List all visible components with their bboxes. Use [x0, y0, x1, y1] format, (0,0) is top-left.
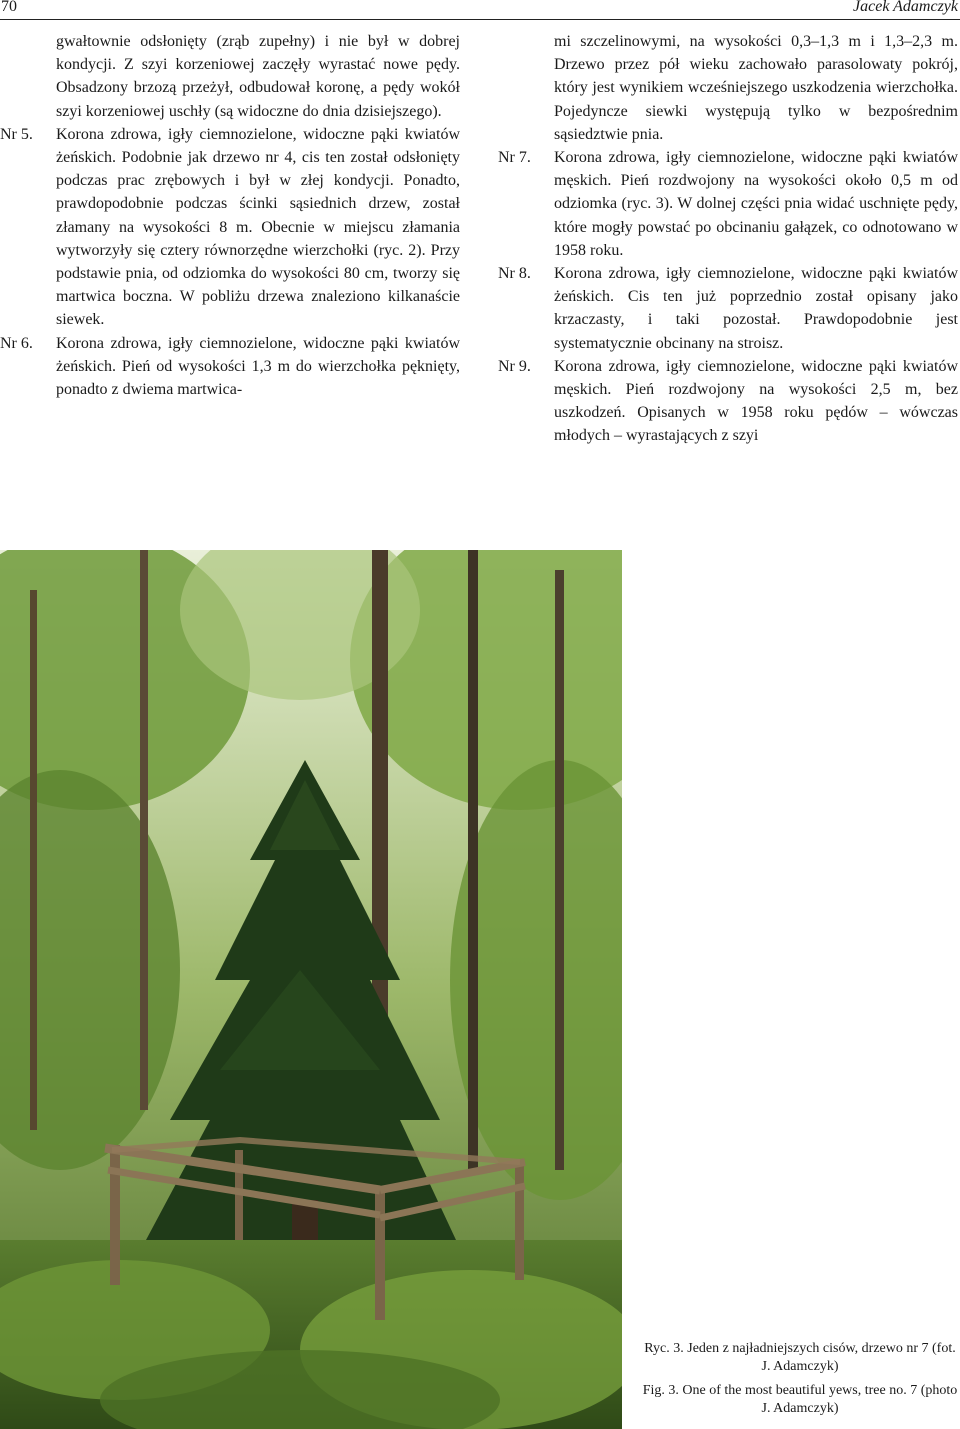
tree-entry-5 — [0, 123, 460, 332]
tree-entry-label: Nr 6. — [0, 334, 33, 352]
page-header — [0, 0, 960, 20]
running-head-author: Jacek Adamczyk — [853, 0, 958, 15]
paragraph-text: mi szczelinowymi, na wysokości 0,3–1,3 m i 1,3–2,3 m. Drzewo przez pół wieku zachowało parasolowaty pokrój, który jest wynikiem wcześniejszego uszkodzenia wierzchołka. Pojedyncze siewki występują tylko w bezpośrednim sąsiedztwie pnia. — [554, 33, 958, 143]
left-column — [0, 30, 460, 401]
tree-entry-9 — [498, 355, 958, 448]
tree-entry-6 — [0, 332, 460, 402]
paragraph-text: gwałtownie odsłonięty (zrąb zupełny) i nie był w dobrej kondycji. Z szyi korzeniowej zaczęły wyrastać nowe pędy. Obsadzony brzozą przeżył, odbudował koronę, a pędy wokół szyi korzeniowej uschły (są widoczne do dnia dzisiejszego). — [56, 33, 460, 120]
tree-entry-text: Korona zdrowa, igły ciemnozielone, widoczne pąki kwiatów żeńskich. Pień od wysokości 1,3 m do wierzchołka pęknięty, ponadto z dwiema martwica- — [56, 334, 460, 399]
tree-entry-8 — [498, 262, 958, 355]
tree-entry-label: Nr 9. — [498, 357, 531, 375]
tree-entry-7 — [498, 146, 958, 262]
figure-caption-english: Fig. 3. One of the most beautiful yews, tree no. 7 (photo J. Adamczyk) — [642, 1383, 958, 1416]
header-rule — [0, 19, 960, 20]
tree-entry-text: Korona zdrowa, igły ciemnozielone, widoczne pąki kwiatów żeńskich. Cis ten już poprzednio został opisany jako krzaczasty, i taki pozostał. Prawdopodobnie jest systematycznie obcinany na stroisz. — [554, 265, 958, 352]
tree-entry-text: Korona zdrowa, igły ciemnozielone, widoczne pąki kwiatów męskich. Pień rozdwojony na wysokości 2,5 m, bez uszkodzeń. Opisanych w 1958 roku pędów – wówczas młodych – wyrastających z szyi — [554, 357, 958, 445]
tree-entry-text: Korona zdrowa, igły ciemnozielone, widoczne pąki kwiatów męskich. Pień rozdwojony na wysokości około 0,5 m od odziomka (ryc. 3). W dolnej części pnia widać uschnięte pędy, które mogły powstać po obcinaniu gałązek, co odnotowano w 1958 roku. — [554, 149, 958, 259]
right-column — [498, 30, 958, 448]
paragraph-continuation — [0, 30, 460, 123]
tree-entry-label: Nr 7. — [498, 149, 531, 167]
figure-photo-yew-tree — [0, 550, 622, 1429]
figure-caption-polish: Ryc. 3. Jeden z najładniejszych cisów, drzewo nr 7 (fot. J. Adamczyk) — [644, 1341, 956, 1374]
figure-caption — [640, 1340, 960, 1418]
tree-entry-label: Nr 5. — [0, 125, 33, 143]
tree-entry-label: Nr 8. — [498, 265, 531, 283]
page-number: 70 — [1, 0, 17, 15]
paragraph-continuation — [498, 30, 958, 146]
tree-entry-text: Korona zdrowa, igły ciemnozielone, widoczne pąki kwiatów żeńskich. Podobnie jak drzewo nr 4, cis ten został odsłonięty podczas prac zrębowych i był w złej kondycji. Ponadto, prawdopodobnie podczas ścinki sąsiednich drzew, został złamany na wysokości 8 m. Obecnie w miejscu złamania wytworzyły się cztery równorzędne wierzchołki (ryc. 2). Przy podstawie pnia, od odziomka do wysokości 80 cm, tworzy się martwica boczna. W pobliżu drzewa znaleziono kilkanaście siewek. — [56, 125, 460, 329]
